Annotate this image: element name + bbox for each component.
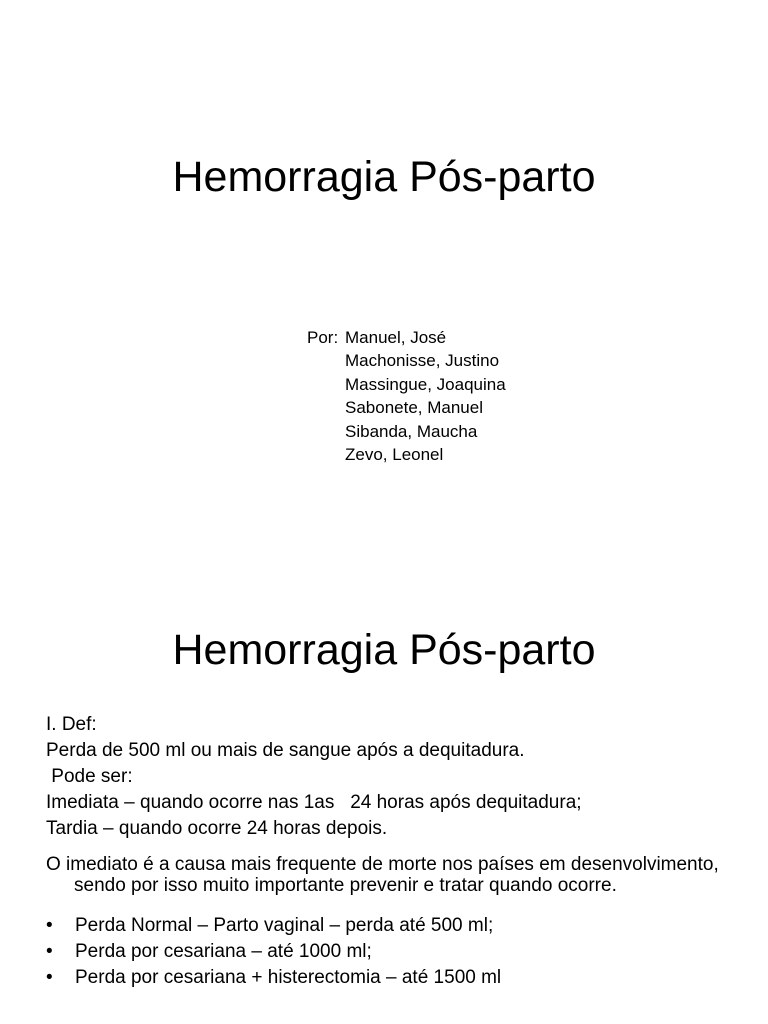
slide-2 (0, 576, 768, 1024)
slide-title: Hemorragia Pós-parto (172, 626, 596, 674)
author-name: Manuel, José (345, 328, 447, 347)
types-intro: Pode ser: (46, 766, 133, 787)
list-item (46, 965, 746, 991)
spacer (46, 842, 746, 854)
authors-prefix: Por: (307, 328, 339, 347)
spacer (46, 896, 746, 913)
bullet-icon: • (46, 941, 53, 962)
list-item (46, 913, 746, 939)
definition-heading: I. Def: (46, 714, 97, 735)
importance-paragraph: O imediato é a causa mais frequente de morte nos países em desenvolvimento, sendo por isso muito importante prevenir e tratar quando ocorre. (46, 854, 719, 896)
authors-list (345, 326, 506, 466)
list-item (46, 939, 746, 965)
slide-body (46, 712, 746, 991)
type-late: Tardia – quando ocorre 24 horas depois. (46, 818, 388, 839)
list-item-text: Perda Normal – Parto vaginal – perda até 500 ml; (75, 915, 494, 936)
bullet-icon: • (46, 967, 53, 988)
slide-title: Hemorragia Pós-parto (172, 153, 596, 201)
author-name: Sabonete, Manuel (345, 398, 483, 418)
list-item-text: Perda por cesariana – até 1000 ml; (75, 941, 372, 962)
authors-block (307, 326, 506, 466)
author-name: Machonisse, Justino (345, 351, 500, 371)
bullet-icon: • (46, 915, 53, 936)
author-name: Zevo, Leonel (345, 445, 444, 465)
blood-loss-list (46, 913, 746, 991)
author-name: Sibanda, Maucha (345, 421, 478, 441)
list-item-text: Perda por cesariana + histerectomia – até 1500 ml (75, 967, 502, 988)
author-name: Massingue, Joaquina (345, 374, 506, 394)
type-immediate: Imediata – quando ocorre nas 1as 24 horas após dequitadura; (46, 792, 582, 813)
definition-text: Perda de 500 ml ou mais de sangue após a dequitadura. (46, 740, 525, 761)
